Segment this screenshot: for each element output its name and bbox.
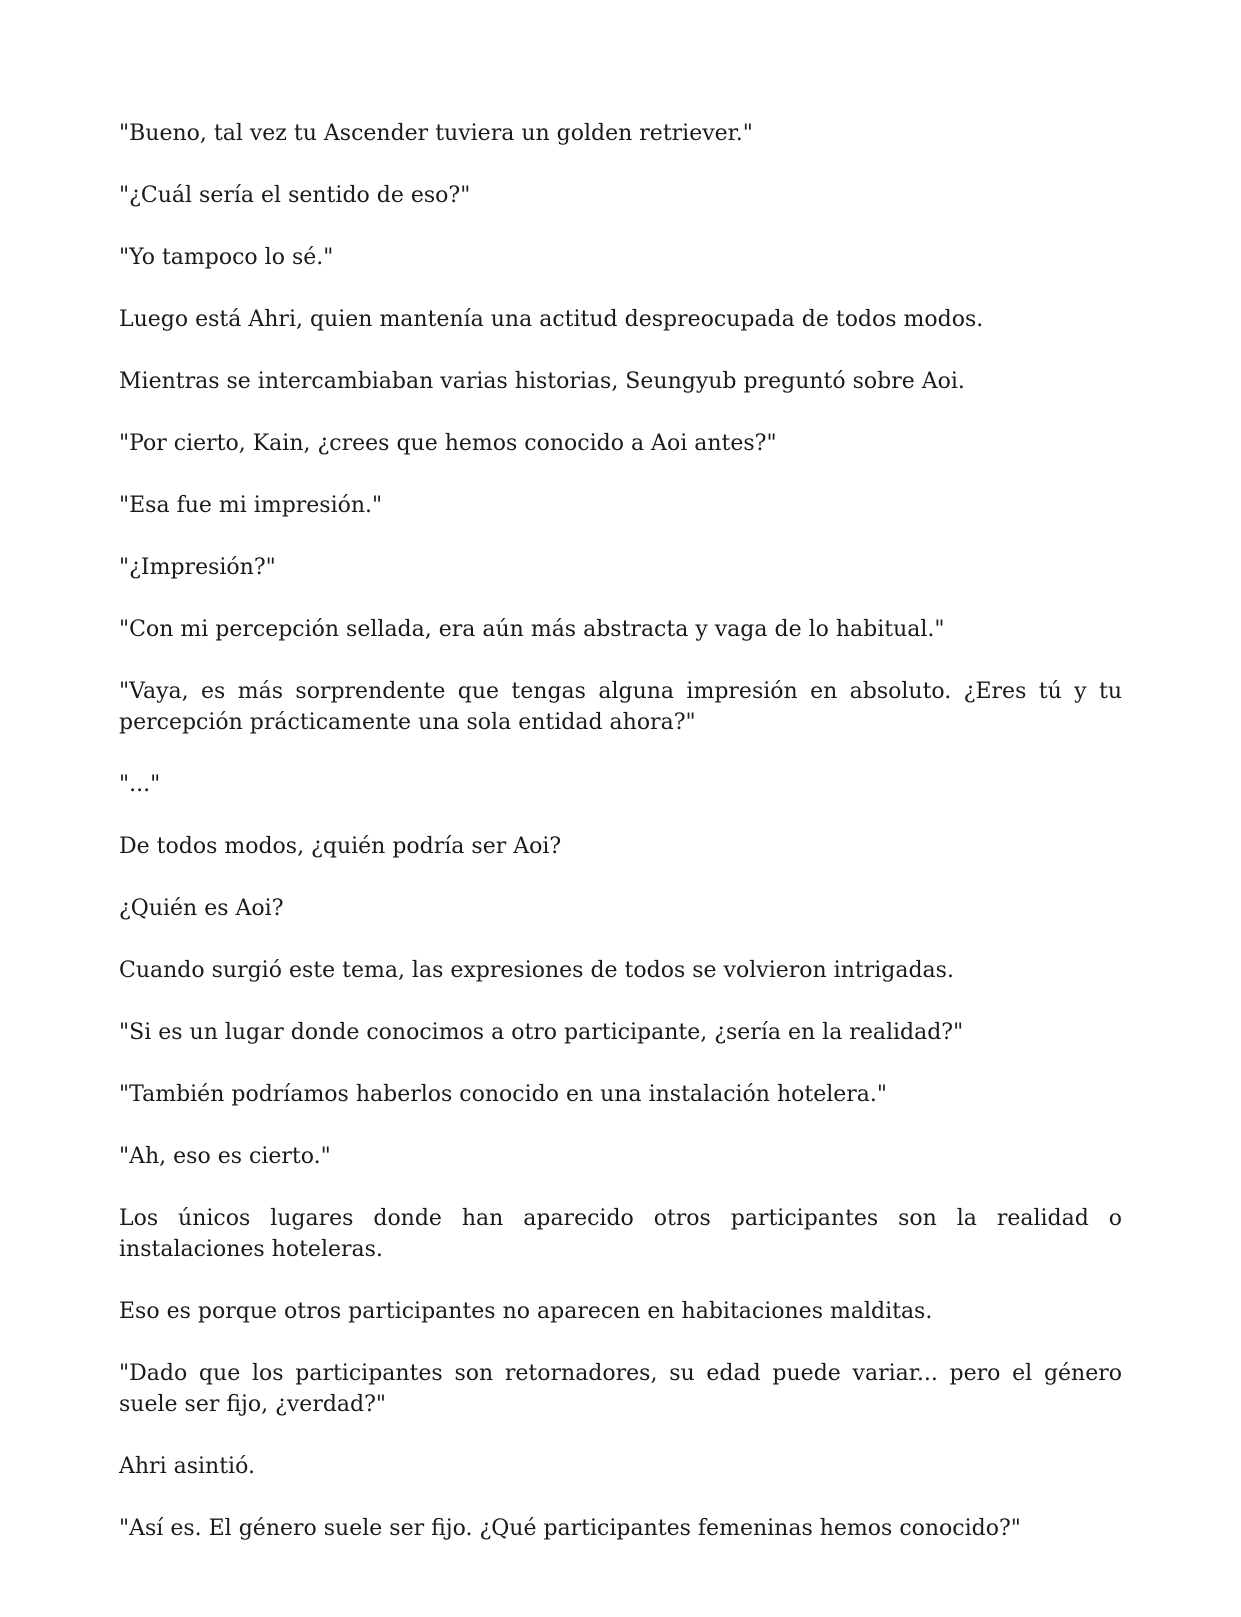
paragraph: "Así es. El género suele ser fijo. ¿Qué participantes femeninas hemos conocido?" <box>119 1516 1021 1541</box>
text-body <box>119 118 1122 1544</box>
paragraph: "Si es un lugar donde conocimos a otro participante, ¿sería en la realidad?" <box>119 1020 964 1045</box>
paragraph: Cuando surgió este tema, las expresiones de todos se volvieron intrigadas. <box>119 958 954 983</box>
paragraph: "Por cierto, Kain, ¿crees que hemos conocido a Aoi antes?" <box>119 431 777 456</box>
paragraph: "Yo tampoco lo sé." <box>119 245 334 270</box>
paragraph: "..." <box>119 772 161 797</box>
paragraph: "¿Impresión?" <box>119 555 276 580</box>
paragraph: Mientras se intercambiaban varias historias, Seungyub preguntó sobre Aoi. <box>119 369 965 394</box>
paragraph: "Esa fue mi impresión." <box>119 493 383 518</box>
paragraph: ¿Quién es Aoi? <box>119 896 284 921</box>
paragraph: Ahri asintió. <box>119 1454 255 1479</box>
paragraph: Los únicos lugares donde han aparecido otros participantes son la realidad o instalaciones hoteleras. <box>119 1206 1122 1262</box>
paragraph: "También podríamos haberlos conocido en una instalación hotelera." <box>119 1082 888 1107</box>
paragraph: "Ah, eso es cierto." <box>119 1144 331 1169</box>
paragraph: Eso es porque otros participantes no aparecen en habitaciones malditas. <box>119 1299 933 1324</box>
paragraph: "Vaya, es más sorprendente que tengas alguna impresión en absoluto. ¿Eres tú y tu percepción prácticamente una sola entidad ahora?" <box>119 679 1122 735</box>
paragraph: "Dado que los participantes son retornadores, su edad puede variar... pero el género suele ser fijo, ¿verdad?" <box>119 1361 1122 1417</box>
paragraph: De todos modos, ¿quién podría ser Aoi? <box>119 834 562 859</box>
paragraph: Luego está Ahri, quien mantenía una actitud despreocupada de todos modos. <box>119 307 984 332</box>
paragraph: "¿Cuál sería el sentido de eso?" <box>119 183 471 208</box>
paragraph: "Bueno, tal vez tu Ascender tuviera un golden retriever." <box>119 121 753 146</box>
paragraph: "Con mi percepción sellada, era aún más abstracta y vaga de lo habitual." <box>119 617 945 642</box>
